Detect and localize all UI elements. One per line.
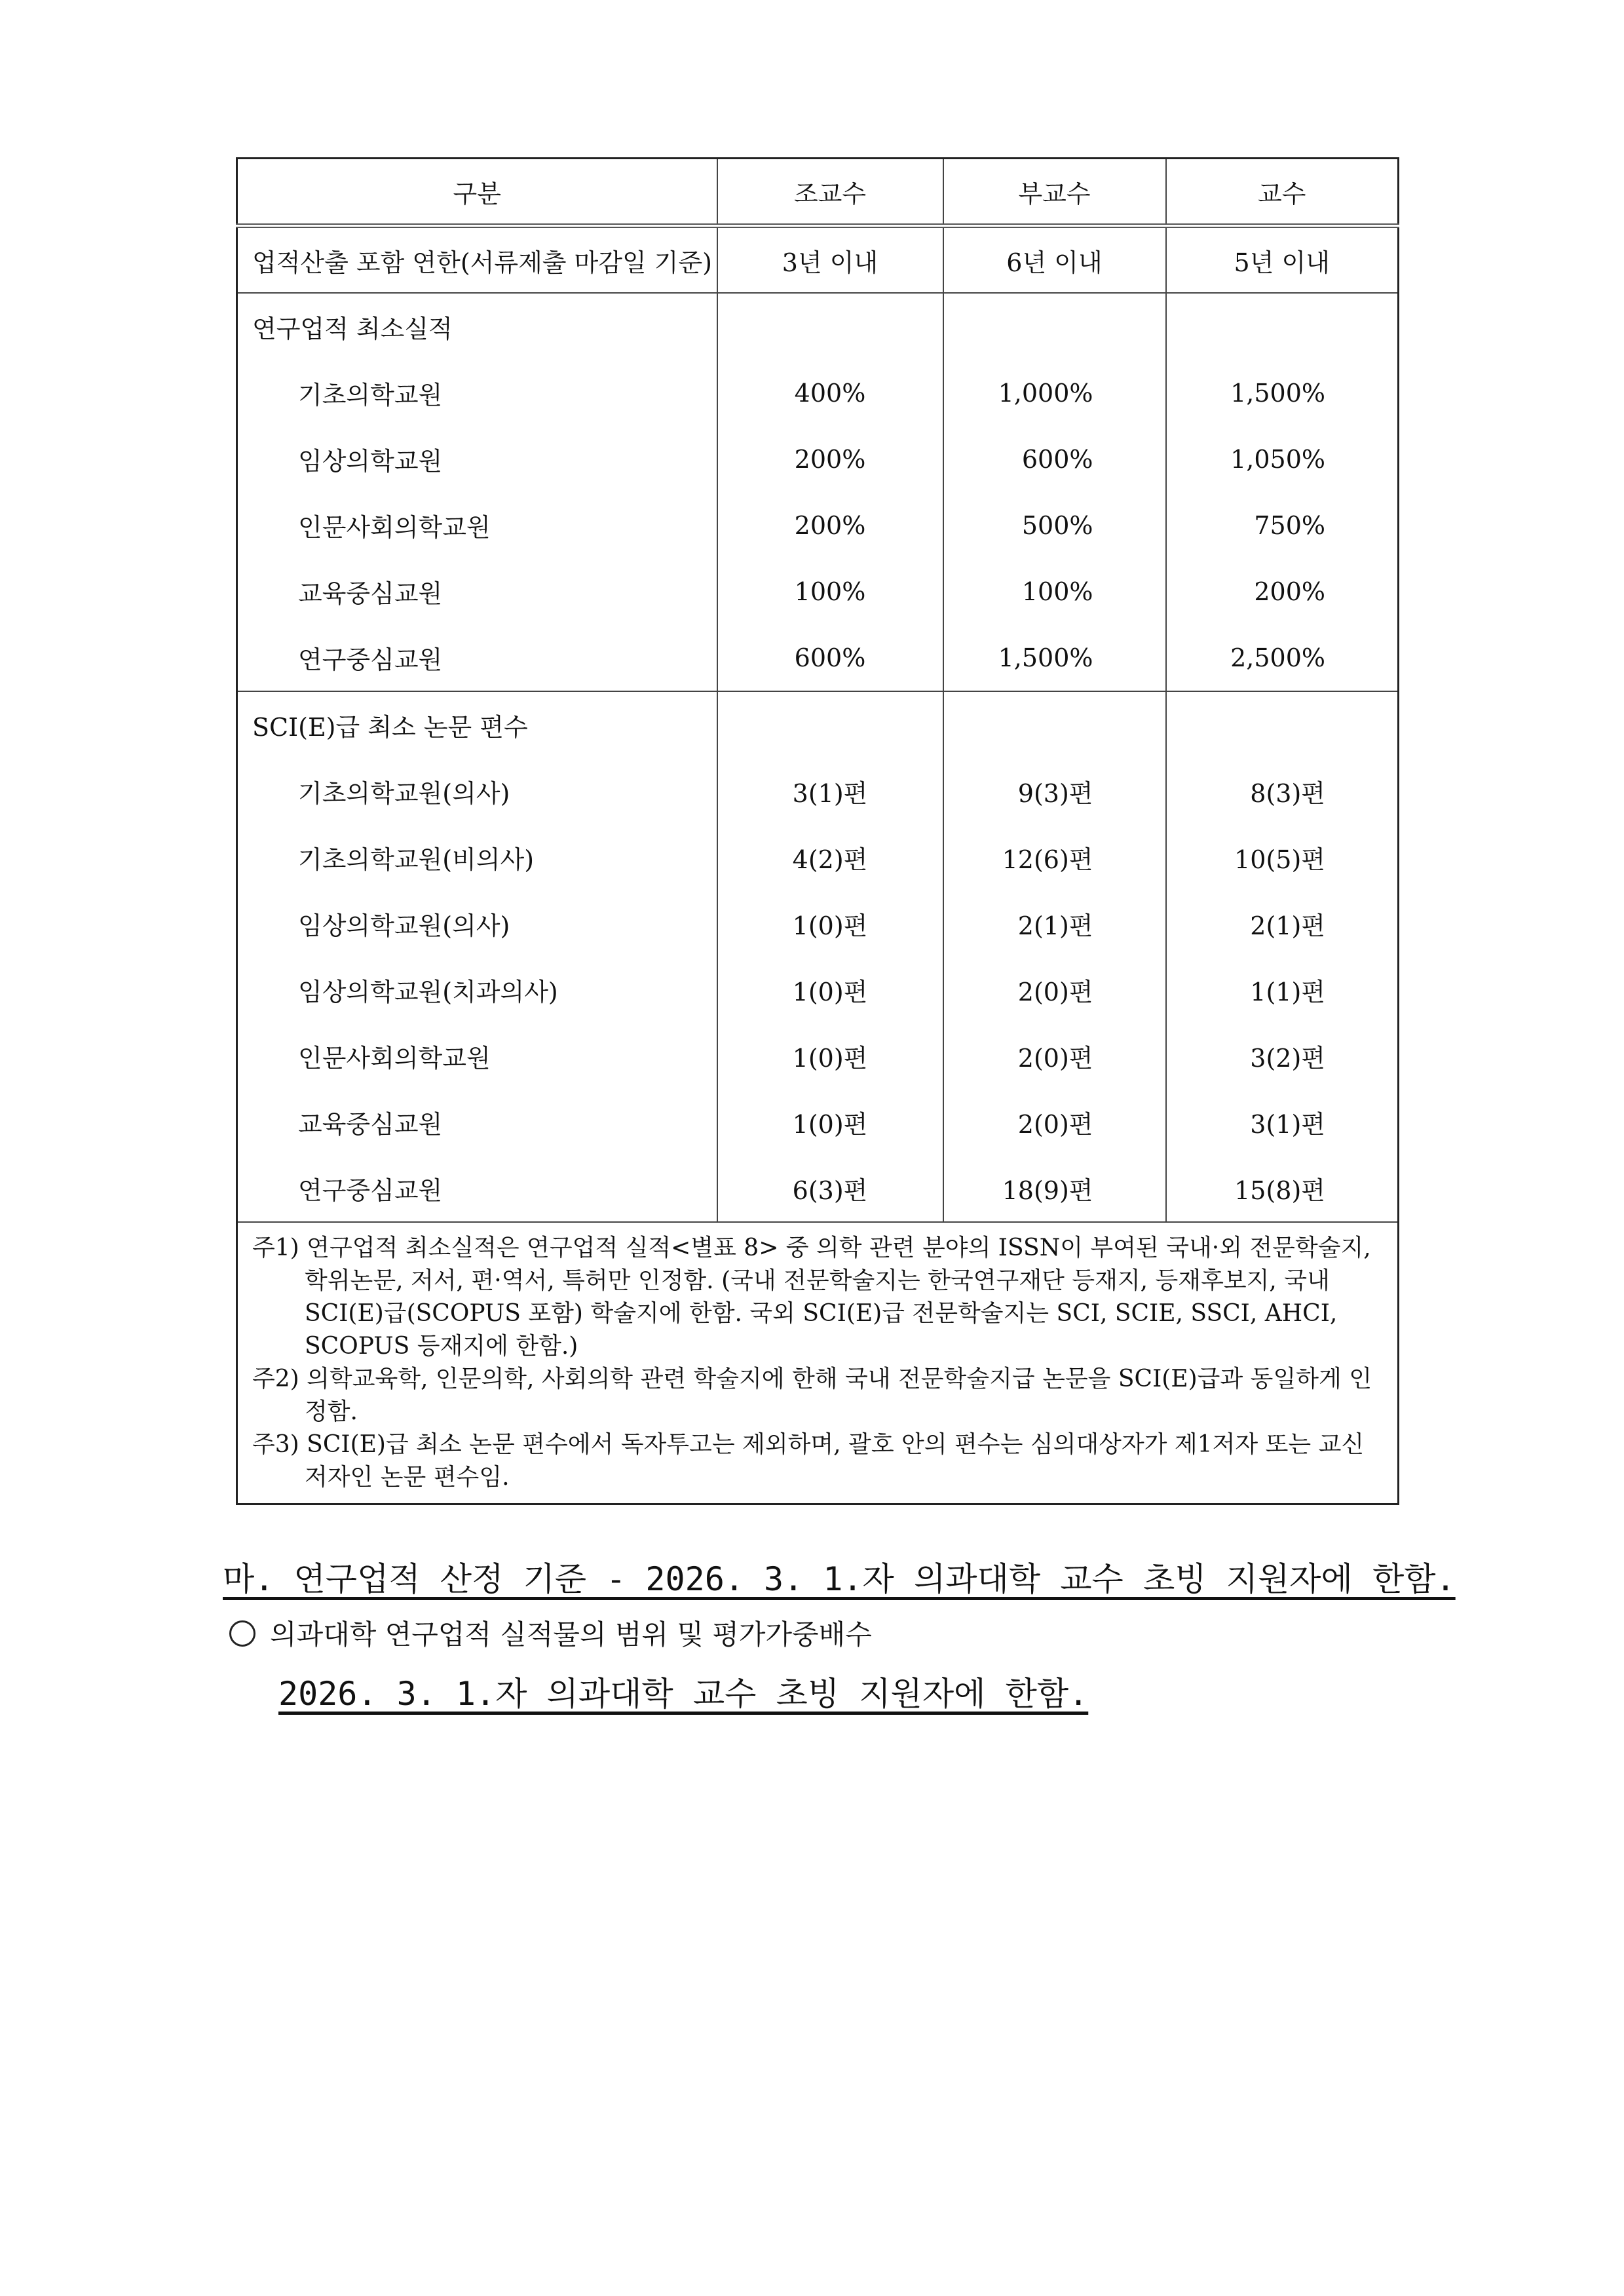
cell-value: 2(1)편 bbox=[943, 890, 1166, 957]
row-label: 교육중심교원 bbox=[237, 558, 717, 624]
cell-value: 2(0)편 bbox=[943, 957, 1166, 1023]
table-row bbox=[237, 758, 1399, 824]
cell-value: 3(2)편 bbox=[1250, 1044, 1325, 1073]
sci-section-title: SCI(E)급 최소 논문 편수 bbox=[237, 691, 717, 758]
cell-value: 18(9)편 bbox=[943, 1155, 1166, 1222]
table-row bbox=[237, 890, 1399, 957]
cell-value: 9(3)편 bbox=[943, 758, 1166, 824]
table-row bbox=[237, 1089, 1399, 1155]
table-row bbox=[237, 360, 1399, 426]
cell-value: 100% bbox=[717, 558, 943, 624]
period-value: 5년 이내 bbox=[1166, 226, 1399, 294]
cell-value: 15(8)편 bbox=[1166, 1155, 1399, 1222]
row-label: 교육중심교원 bbox=[237, 1089, 717, 1155]
table-row bbox=[237, 1155, 1399, 1222]
table-header-row bbox=[237, 159, 1399, 226]
table-row bbox=[237, 957, 1399, 1023]
period-value: 6년 이내 bbox=[943, 226, 1166, 294]
cell-value: 3(1)편 bbox=[717, 758, 943, 824]
cell-value: 1,500% bbox=[943, 624, 1166, 691]
row-label: 연구중심교원 bbox=[237, 624, 717, 691]
period-label: 업적산출 포함 연한(서류제출 마감일 기준) bbox=[237, 226, 717, 294]
table-row bbox=[237, 558, 1399, 624]
cell-value: 1,000% bbox=[943, 360, 1166, 426]
cell-value: 200% bbox=[717, 426, 943, 492]
cell-value: 6(3)편 bbox=[717, 1155, 943, 1222]
notes-row bbox=[237, 1222, 1399, 1504]
period-row bbox=[237, 226, 1399, 294]
row-label: 인문사회의학교원 bbox=[237, 492, 717, 558]
cell-value: 200% bbox=[717, 492, 943, 558]
notes-cell bbox=[237, 1222, 1399, 1504]
cell-value: 1(1)편 bbox=[1250, 978, 1325, 1006]
row-label: 임상의학교원(의사) bbox=[237, 890, 717, 957]
circle-bullet-icon bbox=[229, 1620, 255, 1647]
header-category: 구분 bbox=[237, 159, 717, 226]
cell-value: 2(0)편 bbox=[943, 1023, 1166, 1089]
section-heading: 마. 연구업적 산정 기준 - 2026. 3. 1.자 의과대학 교수 초빙 지원자에 한함. bbox=[223, 1560, 1456, 1598]
cell-value: 500% bbox=[943, 492, 1166, 558]
row-label: 기초의학교원 bbox=[237, 360, 717, 426]
cell-value: 600% bbox=[717, 624, 943, 691]
header-assistant-professor: 조교수 bbox=[717, 159, 943, 226]
period-value: 3년 이내 bbox=[717, 226, 943, 294]
research-section-title: 연구업적 최소실적 bbox=[237, 293, 717, 360]
cell-value: 1,050% bbox=[1230, 444, 1325, 474]
table-row bbox=[237, 1023, 1399, 1089]
row-label: 기초의학교원(의사) bbox=[237, 758, 717, 824]
table-row bbox=[237, 824, 1399, 890]
note-2: 주2) 의학교육학, 인문의학, 사회의학 관련 학술지에 한해 국내 전문학술지급 논문을 SCI(E)급과 동일하게 인정함. bbox=[252, 1366, 1372, 1425]
row-label: 기초의학교원(비의사) bbox=[237, 824, 717, 890]
cell-value: 2,500% bbox=[1166, 624, 1399, 691]
row-label: 인문사회의학교원 bbox=[237, 1023, 717, 1089]
sub-heading: 2026. 3. 1.자 의과대학 교수 초빙 지원자에 한함. bbox=[278, 1675, 1089, 1713]
cell-value: 100% bbox=[943, 558, 1166, 624]
cell-value: 1(0)편 bbox=[717, 957, 943, 1023]
cell-value: 1(0)편 bbox=[717, 1089, 943, 1155]
cell-value: 8(3)편 bbox=[1250, 779, 1325, 808]
cell-value: 2(0)편 bbox=[943, 1089, 1166, 1155]
cell-value: 200% bbox=[1254, 577, 1325, 606]
cell-value: 12(6)편 bbox=[943, 824, 1166, 890]
bullet-text: 의과대학 연구업적 실적물의 범위 및 평가가중배수 bbox=[270, 1618, 872, 1651]
cell-value: 1,500% bbox=[1230, 378, 1325, 408]
table-row bbox=[237, 492, 1399, 558]
table-row bbox=[237, 624, 1399, 691]
cell-value: 1(0)편 bbox=[717, 1023, 943, 1089]
sci-section-title-row bbox=[237, 691, 1399, 758]
cell-value: 3(1)편 bbox=[1250, 1110, 1325, 1139]
requirements-table bbox=[236, 157, 1399, 1505]
header-professor: 교수 bbox=[1166, 159, 1399, 226]
cell-value: 400% bbox=[717, 360, 943, 426]
cell-value: 10(5)편 bbox=[1234, 845, 1325, 874]
cell-value: 4(2)편 bbox=[717, 824, 943, 890]
cell-value: 750% bbox=[1254, 510, 1325, 540]
note-1: 주1) 연구업적 최소실적은 연구업적 실적<별표 8> 중 의학 관련 분야의 ISSN이 부여된 국내·외 전문학술지, 학위논문, 저서, 편·역서, 특허만 인정함. (국내 전문학술지는 한국연구재단 등재지, 등재후보지, 국내 SCI(E)급(SCOPUS 포함) 학술지에 한함. 국외 SCI(E)급 전문학술지는 SCI, SCIE, SSCI, AHCI, SCOPUS 등재지에 한함.) bbox=[252, 1234, 1371, 1360]
cell-value: 600% bbox=[943, 426, 1166, 492]
note-3: 주3) SCI(E)급 최소 논문 편수에서 독자투고는 제외하며, 괄호 안의 편수는 심의대상자가 제1저자 또는 교신저자인 논문 편수임. bbox=[252, 1431, 1365, 1491]
cell-value: 2(1)편 bbox=[1250, 911, 1325, 940]
header-associate-professor: 부교수 bbox=[943, 159, 1166, 226]
bullet-item bbox=[229, 1613, 872, 1653]
research-section-title-row bbox=[237, 293, 1399, 360]
table-row bbox=[237, 426, 1399, 492]
cell-value: 1(0)편 bbox=[717, 890, 943, 957]
row-label: 임상의학교원(치과의사) bbox=[237, 957, 717, 1023]
row-label: 연구중심교원 bbox=[237, 1155, 717, 1222]
row-label: 임상의학교원 bbox=[237, 426, 717, 492]
